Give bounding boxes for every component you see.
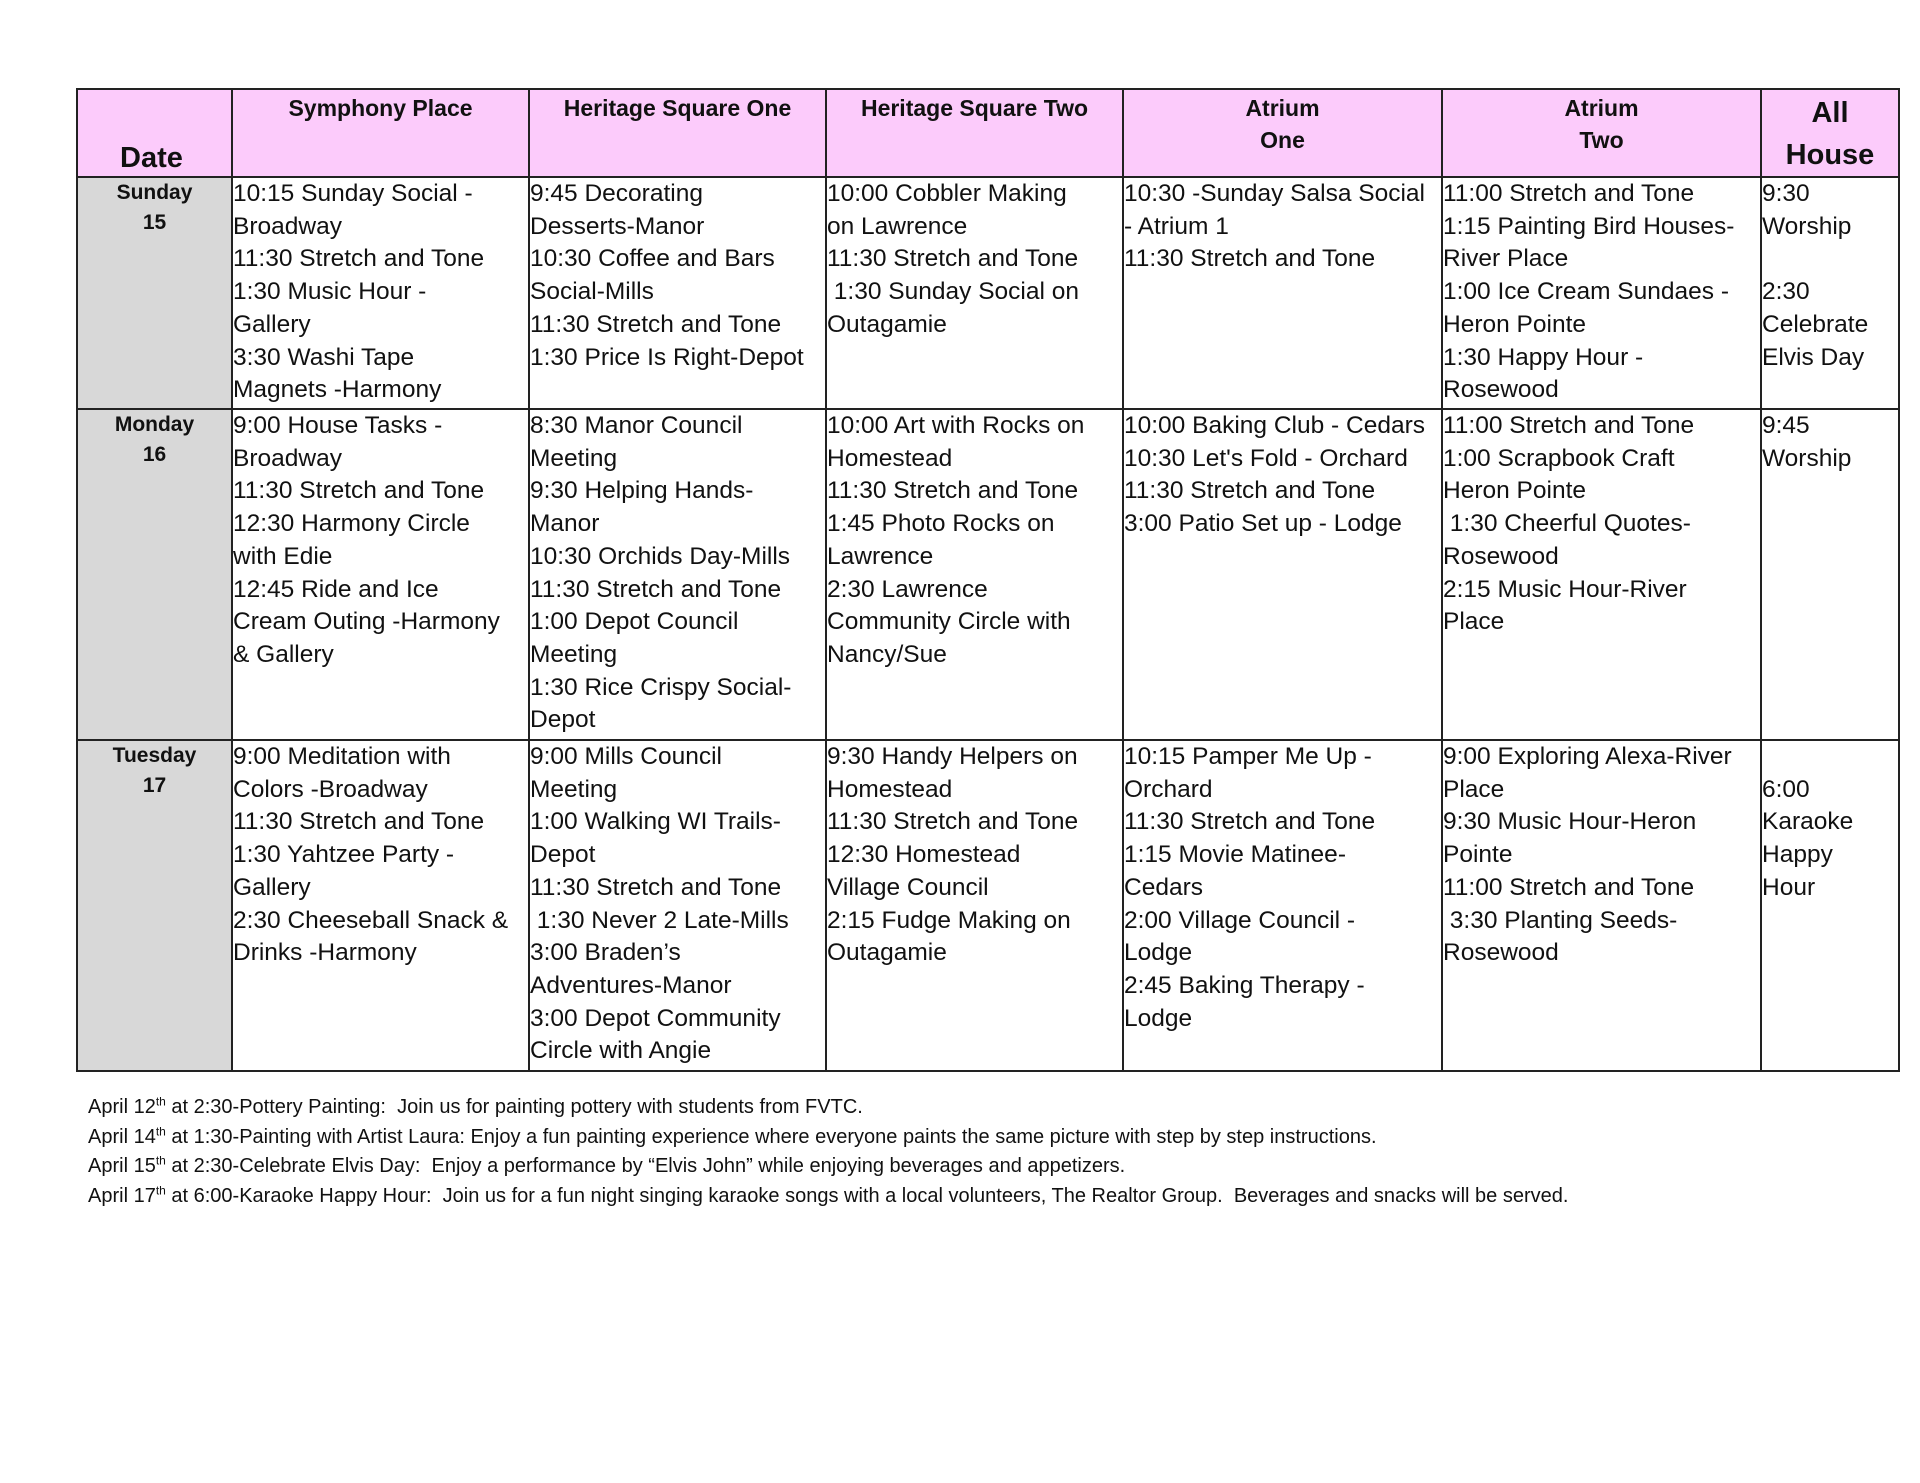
event-line: 2:45 Baking Therapy - — [1124, 971, 1365, 999]
event-line: 11:00 Stretch and Tone — [1443, 180, 1695, 207]
event-line: Adventures-Manor — [530, 971, 732, 999]
event-line: 11:30 Stretch and Tone — [1124, 477, 1376, 505]
note-date-suffix: th — [155, 1123, 166, 1138]
schedule-body — [77, 177, 1899, 1071]
event-line: 3:30 Planting Seeds- — [1443, 906, 1678, 934]
note-line — [88, 1152, 1568, 1182]
event-line: Cedars — [1124, 873, 1203, 901]
event-line: 11:30 Stretch and Tone — [827, 477, 1079, 505]
event-line: 2:15 Fudge Making on — [827, 906, 1071, 934]
atrium-one-events-cell — [1123, 740, 1442, 1071]
event-line: 11:00 Stretch and Tone — [1443, 412, 1695, 439]
day-cell — [77, 409, 232, 740]
note-text: at 2:30-Celebrate Elvis Day: Enjoy a performance by “Elvis John” while enjoying beverages and appetizers. — [165, 1155, 1126, 1177]
event-line: Rosewood — [1443, 376, 1559, 404]
header-line: Two — [1579, 127, 1624, 153]
day-name: Monday — [114, 413, 195, 436]
event-line: Manor — [530, 510, 600, 538]
event-line — [1762, 741, 1898, 774]
heritage-square-two-events-cell — [826, 740, 1123, 1071]
event-line: 10:30 Orchids Day-Mills — [530, 542, 791, 570]
heritage-square-two-header — [826, 89, 1123, 177]
event-line: 1:00 Walking WI Trails- — [530, 808, 781, 836]
atrium-one-events-cell — [1123, 177, 1442, 409]
event-line: Elvis Day — [1762, 343, 1865, 371]
event-line: 1:30 Happy Hour - — [1443, 343, 1644, 371]
day-number: 15 — [142, 211, 167, 234]
heritage-square-one-events-cell — [529, 740, 826, 1071]
event-line: & Gallery — [233, 640, 334, 668]
event-line: 10:15 Sunday Social - — [233, 180, 473, 207]
event-line: 1:15 Painting Bird Houses- — [1443, 212, 1735, 240]
event-line: Cream Outing -Harmony — [233, 608, 500, 636]
note-text: at 2:30-Pottery Painting: Join us for painting pottery with students from FVTC. — [165, 1096, 863, 1118]
event-line: 11:30 Stretch and Tone — [530, 310, 782, 338]
note-date-suffix: th — [155, 1182, 166, 1197]
event-line: 1:30 Cheerful Quotes- — [1443, 510, 1691, 538]
heritage-square-one-events-cell — [529, 177, 826, 409]
event-line: Heron Pointe — [1443, 310, 1587, 338]
event-line: 11:30 Stretch and Tone — [233, 477, 485, 505]
event-line: Rosewood — [1443, 939, 1559, 967]
event-line: Gallery — [233, 873, 311, 901]
event-line: Place — [1443, 775, 1505, 803]
event-line: Community Circle with — [827, 608, 1071, 636]
event-line: Heron Pointe — [1443, 477, 1587, 505]
event-line: on Lawrence — [827, 212, 968, 240]
event-line: 6:00 — [1762, 775, 1810, 803]
note-line — [88, 1123, 1568, 1153]
event-line: 11:30 Stretch and Tone — [827, 245, 1079, 273]
event-line: 2:00 Village Council - — [1124, 906, 1356, 934]
event-line: Gallery — [233, 310, 311, 338]
event-line: 12:30 Homestead — [827, 841, 1021, 869]
event-line: Drinks -Harmony — [233, 939, 417, 967]
event-line: 11:30 Stretch and Tone — [827, 808, 1079, 836]
atrium-one-events-cell — [1123, 409, 1442, 740]
event-line: Lodge — [1124, 1004, 1193, 1032]
event-line: 1:30 Rice Crispy Social- — [530, 673, 792, 701]
event-line: Outagamie — [827, 939, 947, 967]
day-number: 16 — [142, 443, 167, 466]
event-line: 11:30 Stretch and Tone — [530, 575, 782, 603]
header-line: Atrium — [1245, 95, 1320, 121]
event-line: 9:00 Exploring Alexa-River — [1443, 743, 1732, 770]
event-line: Lawrence — [827, 542, 934, 570]
event-line: - Atrium 1 — [1124, 212, 1229, 240]
event-line: Village Council — [827, 873, 989, 901]
header-line: Heritage Square Two — [860, 95, 1089, 121]
event-line: 1:30 Never 2 Late-Mills — [530, 906, 789, 934]
event-line: 1:15 Movie Matinee- — [1124, 841, 1346, 869]
event-line: 2:30 — [1762, 278, 1810, 306]
event-line: Happy — [1762, 841, 1833, 869]
event-line: 3:00 Patio Set up - Lodge — [1124, 510, 1402, 538]
note-text: at 1:30-Painting with Artist Laura: Enjoy a fun painting experience where everyone paints the same picture with step by step instructions. — [165, 1125, 1377, 1148]
event-line: Broadway — [233, 444, 342, 472]
event-line: 9:30 Handy Helpers on — [827, 743, 1078, 770]
note-date-suffix: th — [155, 1094, 166, 1109]
event-line: 10:30 Let's Fold - Orchard — [1124, 444, 1408, 472]
header-line: Symphony Place — [288, 95, 473, 121]
header-line: Atrium — [1564, 95, 1639, 121]
note-text: at 6:00-Karaoke Happy Hour: Join us for a fun night singing karaoke songs with a local volunteers, The Realtor Group. Beverages and snacks will be served. — [165, 1184, 1569, 1207]
day-number: 17 — [142, 774, 167, 797]
schedule-row-tuesday — [77, 740, 1899, 1071]
event-line: 11:30 Stretch and Tone — [233, 245, 485, 273]
event-line: with Edie — [233, 542, 333, 570]
all-house-events-cell — [1761, 740, 1899, 1071]
event-line: 10:30 Coffee and Bars — [530, 245, 775, 273]
event-line: 10:00 Cobbler Making — [827, 180, 1067, 207]
symphony-place-header — [232, 89, 529, 177]
note-line — [88, 1093, 1568, 1123]
event-line: Celebrate — [1762, 310, 1869, 338]
event-line: Homestead — [827, 444, 953, 472]
event-line: Desserts-Manor — [530, 212, 705, 240]
event-line: Lodge — [1124, 939, 1193, 967]
note-date: April 17 — [88, 1184, 156, 1207]
event-line: Meeting — [530, 640, 618, 668]
event-line: 9:45 — [1762, 412, 1810, 439]
event-line: 8:30 Manor Council — [530, 412, 743, 439]
event-line: Orchard — [1124, 775, 1213, 803]
event-line: 1:30 Music Hour - — [233, 278, 427, 306]
event-line: 9:45 Decorating — [530, 180, 703, 207]
event-line: 9:00 Meditation with — [233, 743, 451, 770]
note-date: April 15 — [88, 1155, 156, 1177]
date-column-header: Date — [77, 89, 232, 177]
atrium-two-events-cell — [1442, 740, 1761, 1071]
atrium-two-events-cell — [1442, 409, 1761, 740]
event-line: Meeting — [530, 444, 618, 472]
all-house-events-cell — [1761, 409, 1899, 740]
event-line: 10:00 Baking Club - Cedars — [1124, 412, 1425, 439]
event-line: Outagamie — [827, 310, 947, 338]
event-line: Depot — [530, 841, 596, 869]
event-line: 1:00 Depot Council — [530, 608, 739, 636]
event-line: 9:00 Mills Council — [530, 743, 722, 770]
header-row — [77, 89, 1899, 177]
event-line: Colors -Broadway — [233, 775, 428, 803]
schedule-row-sunday — [77, 177, 1899, 409]
day-name: Sunday — [116, 181, 193, 204]
heritage-square-one-events-cell — [529, 409, 826, 740]
event-line: Pointe — [1443, 841, 1513, 869]
event-line: 12:45 Ride and Ice — [233, 575, 439, 603]
event-line: River Place — [1443, 245, 1569, 273]
atrium-one-header — [1123, 89, 1442, 177]
note-line — [88, 1182, 1568, 1212]
day-name: Tuesday — [112, 744, 197, 767]
event-line: 1:30 Sunday Social on — [827, 278, 1079, 306]
note-date-suffix: th — [155, 1153, 166, 1168]
day-cell — [77, 740, 232, 1071]
event-line: 10:15 Pamper Me Up - — [1124, 743, 1372, 770]
event-line: 10:30 -Sunday Salsa Social — [1124, 180, 1425, 207]
event-line: 11:30 Stretch and Tone — [1124, 245, 1376, 273]
header-line: All — [1811, 97, 1849, 129]
event-line: 3:30 Washi Tape — [233, 343, 415, 371]
event-line: Hour — [1762, 873, 1816, 901]
event-notes — [88, 1093, 1568, 1211]
event-line: Worship — [1762, 212, 1852, 240]
event-line: 2:30 Lawrence — [827, 575, 988, 603]
note-date: April 14 — [88, 1125, 156, 1148]
event-line: 1:30 Yahtzee Party - — [233, 841, 455, 869]
header-line: One — [1260, 127, 1305, 153]
heritage-square-two-events-cell — [826, 177, 1123, 409]
all-house-events-cell — [1761, 177, 1899, 409]
event-line: 11:30 Stretch and Tone — [530, 873, 782, 901]
event-line: Broadway — [233, 212, 342, 240]
event-line: 3:00 Depot Community — [530, 1004, 781, 1032]
event-line: Circle with Angie — [530, 1037, 712, 1065]
day-cell — [77, 177, 232, 409]
event-line: Rosewood — [1443, 542, 1559, 570]
symphony-place-events-cell — [232, 177, 529, 409]
event-line: 10:00 Art with Rocks on — [827, 412, 1085, 439]
event-line: Magnets -Harmony — [233, 376, 442, 404]
event-line: 11:30 Stretch and Tone — [1124, 808, 1376, 836]
event-line: 1:00 Ice Cream Sundaes - — [1443, 278, 1729, 306]
event-line: Social-Mills — [530, 278, 654, 306]
event-line: 11:00 Stretch and Tone — [1443, 873, 1695, 901]
heritage-square-one-header — [529, 89, 826, 177]
event-line: 1:30 Price Is Right-Depot — [530, 343, 804, 371]
event-line: 1:45 Photo Rocks on — [827, 510, 1055, 538]
event-line: 9:30 — [1762, 180, 1810, 207]
schedule-row-monday — [77, 409, 1899, 740]
heritage-square-two-events-cell — [826, 409, 1123, 740]
event-line: 2:15 Music Hour-River — [1443, 575, 1687, 603]
event-line: 11:30 Stretch and Tone — [233, 808, 485, 836]
header-line: Heritage Square One — [563, 95, 792, 121]
symphony-place-events-cell — [232, 409, 529, 740]
all-house-header — [1761, 89, 1899, 177]
activity-schedule-table — [76, 88, 1900, 1072]
event-line — [1762, 243, 1898, 276]
event-line: 12:30 Harmony Circle — [233, 510, 470, 538]
event-line: Worship — [1762, 444, 1852, 472]
note-date: April 12 — [88, 1096, 156, 1118]
atrium-two-events-cell — [1442, 177, 1761, 409]
event-line: Karaoke — [1762, 808, 1854, 836]
event-line: Meeting — [530, 775, 618, 803]
event-line: Place — [1443, 608, 1505, 636]
event-line: Homestead — [827, 775, 953, 803]
header-line: House — [1785, 139, 1875, 171]
event-line: Depot — [530, 706, 596, 734]
event-line: 2:30 Cheeseball Snack & — [233, 906, 509, 934]
event-line: 9:30 Helping Hands- — [530, 477, 754, 505]
atrium-two-header — [1442, 89, 1761, 177]
event-line: 9:30 Music Hour-Heron — [1443, 808, 1697, 836]
event-line: 3:00 Braden’s — [530, 939, 681, 967]
event-line: Nancy/Sue — [827, 640, 947, 668]
event-line: 1:00 Scrapbook Craft — [1443, 444, 1675, 472]
symphony-place-events-cell — [232, 740, 529, 1071]
event-line: 9:00 House Tasks - — [233, 412, 443, 439]
